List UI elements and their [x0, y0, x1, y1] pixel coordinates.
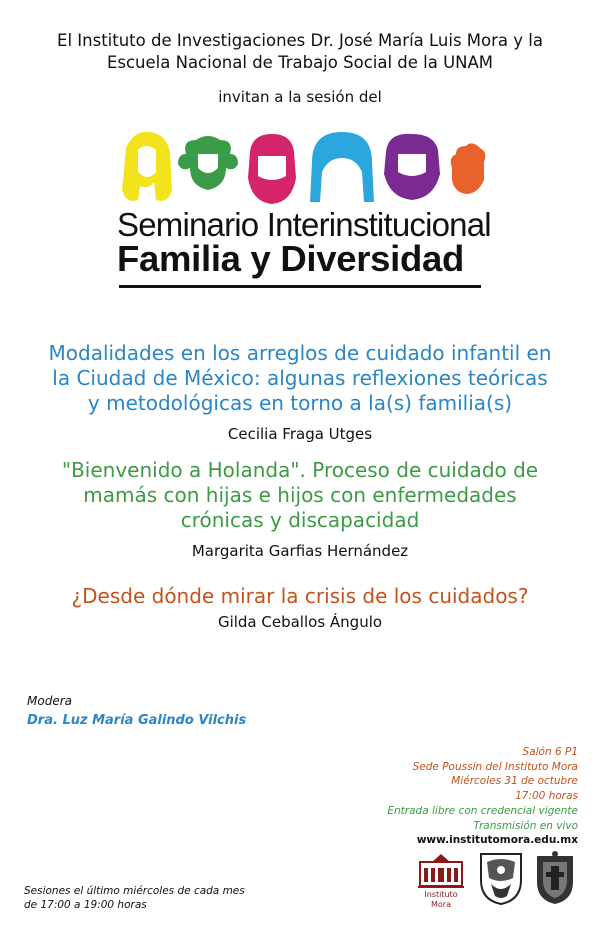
- instituto-mora-logo: [416, 852, 466, 910]
- talk-2-title-line-3: crónicas y discapacidad: [180, 508, 420, 532]
- header-institutions: [0, 30, 600, 74]
- talk-3-title: [0, 584, 600, 609]
- face-blue-icon: [310, 132, 374, 202]
- talk-1-author: Cecilia Fraga Utges: [227, 425, 373, 443]
- moderator-name: Dra. Luz María Galindo Vilchis: [27, 713, 247, 728]
- sessions-line-1: Sesiones el último miércoles de cada mes: [24, 885, 245, 897]
- talk-2-title-line-1: "Bienvenido a Holanda". Proceso de cuidado de: [61, 458, 539, 482]
- header-line-2: Escuela Nacional de Trabajo Social de la UNAM: [106, 53, 494, 72]
- talk-3-author: Gilda Ceballos Ángulo: [217, 613, 383, 631]
- unam-seal-logo: [477, 850, 525, 906]
- face-purple-icon: [384, 134, 440, 200]
- mora-logo-line-2: Mora: [431, 900, 451, 909]
- face-pink-icon: [248, 134, 296, 204]
- talk-3-title-line-1: ¿Desde dónde mirar la crisis de los cuidados?: [71, 584, 529, 608]
- ents-seal-logo: [531, 850, 579, 906]
- venue-info: [413, 745, 578, 803]
- talk-1-title-line-2: la Ciudad de México: algunas reflexiones teóricas: [52, 366, 548, 390]
- sessions-info: [24, 884, 245, 912]
- face-green-icon: [178, 136, 238, 190]
- seminar-faces-logo: [116, 128, 486, 210]
- invite-text: invitan a la sesión del: [218, 88, 382, 106]
- access-stream: Transmisión en vivo: [473, 819, 578, 832]
- website-link[interactable]: www.institutomora.edu.mx: [416, 834, 578, 846]
- mora-logo-line-1: Instituto: [424, 890, 458, 899]
- sessions-line-2: de 17:00 a 19:00 horas: [24, 899, 147, 911]
- talk-1-title-line-1: Modalidades en los arreglos de cuidado infantil en: [48, 341, 552, 365]
- seminar-title-line-2: Familia y Diversidad: [117, 238, 464, 279]
- talk-2-author: Margarita Garfias Hernández: [191, 542, 409, 560]
- face-yellow-icon: [122, 132, 172, 201]
- talk-1-title: [0, 341, 600, 416]
- venue-room: Salón 6 P1: [522, 746, 578, 758]
- seminar-title-line-1: Seminario Interinstitucional: [117, 206, 491, 243]
- talk-2-title-line-2: mamás con hijas e hijos con enfermedades: [83, 483, 517, 507]
- venue-time: 17:00 horas: [515, 789, 578, 802]
- seminar-title-rule: [119, 285, 481, 288]
- access-entry: Entrada libre con credencial vigente: [387, 805, 578, 817]
- access-info: [387, 804, 578, 848]
- face-orange-icon: [451, 143, 486, 194]
- venue-date: Miércoles 31 de octubre: [451, 775, 578, 787]
- talk-2-title: [0, 458, 600, 533]
- talk-1-title-line-3: y metodológicas en torno a la(s) familia(s): [87, 391, 513, 415]
- header-line-1: El Instituto de Investigaciones Dr. José María Luis Mora y la: [57, 31, 543, 50]
- moderator-label: Modera: [27, 694, 72, 708]
- venue-site: Sede Poussin del Instituto Mora: [412, 760, 578, 773]
